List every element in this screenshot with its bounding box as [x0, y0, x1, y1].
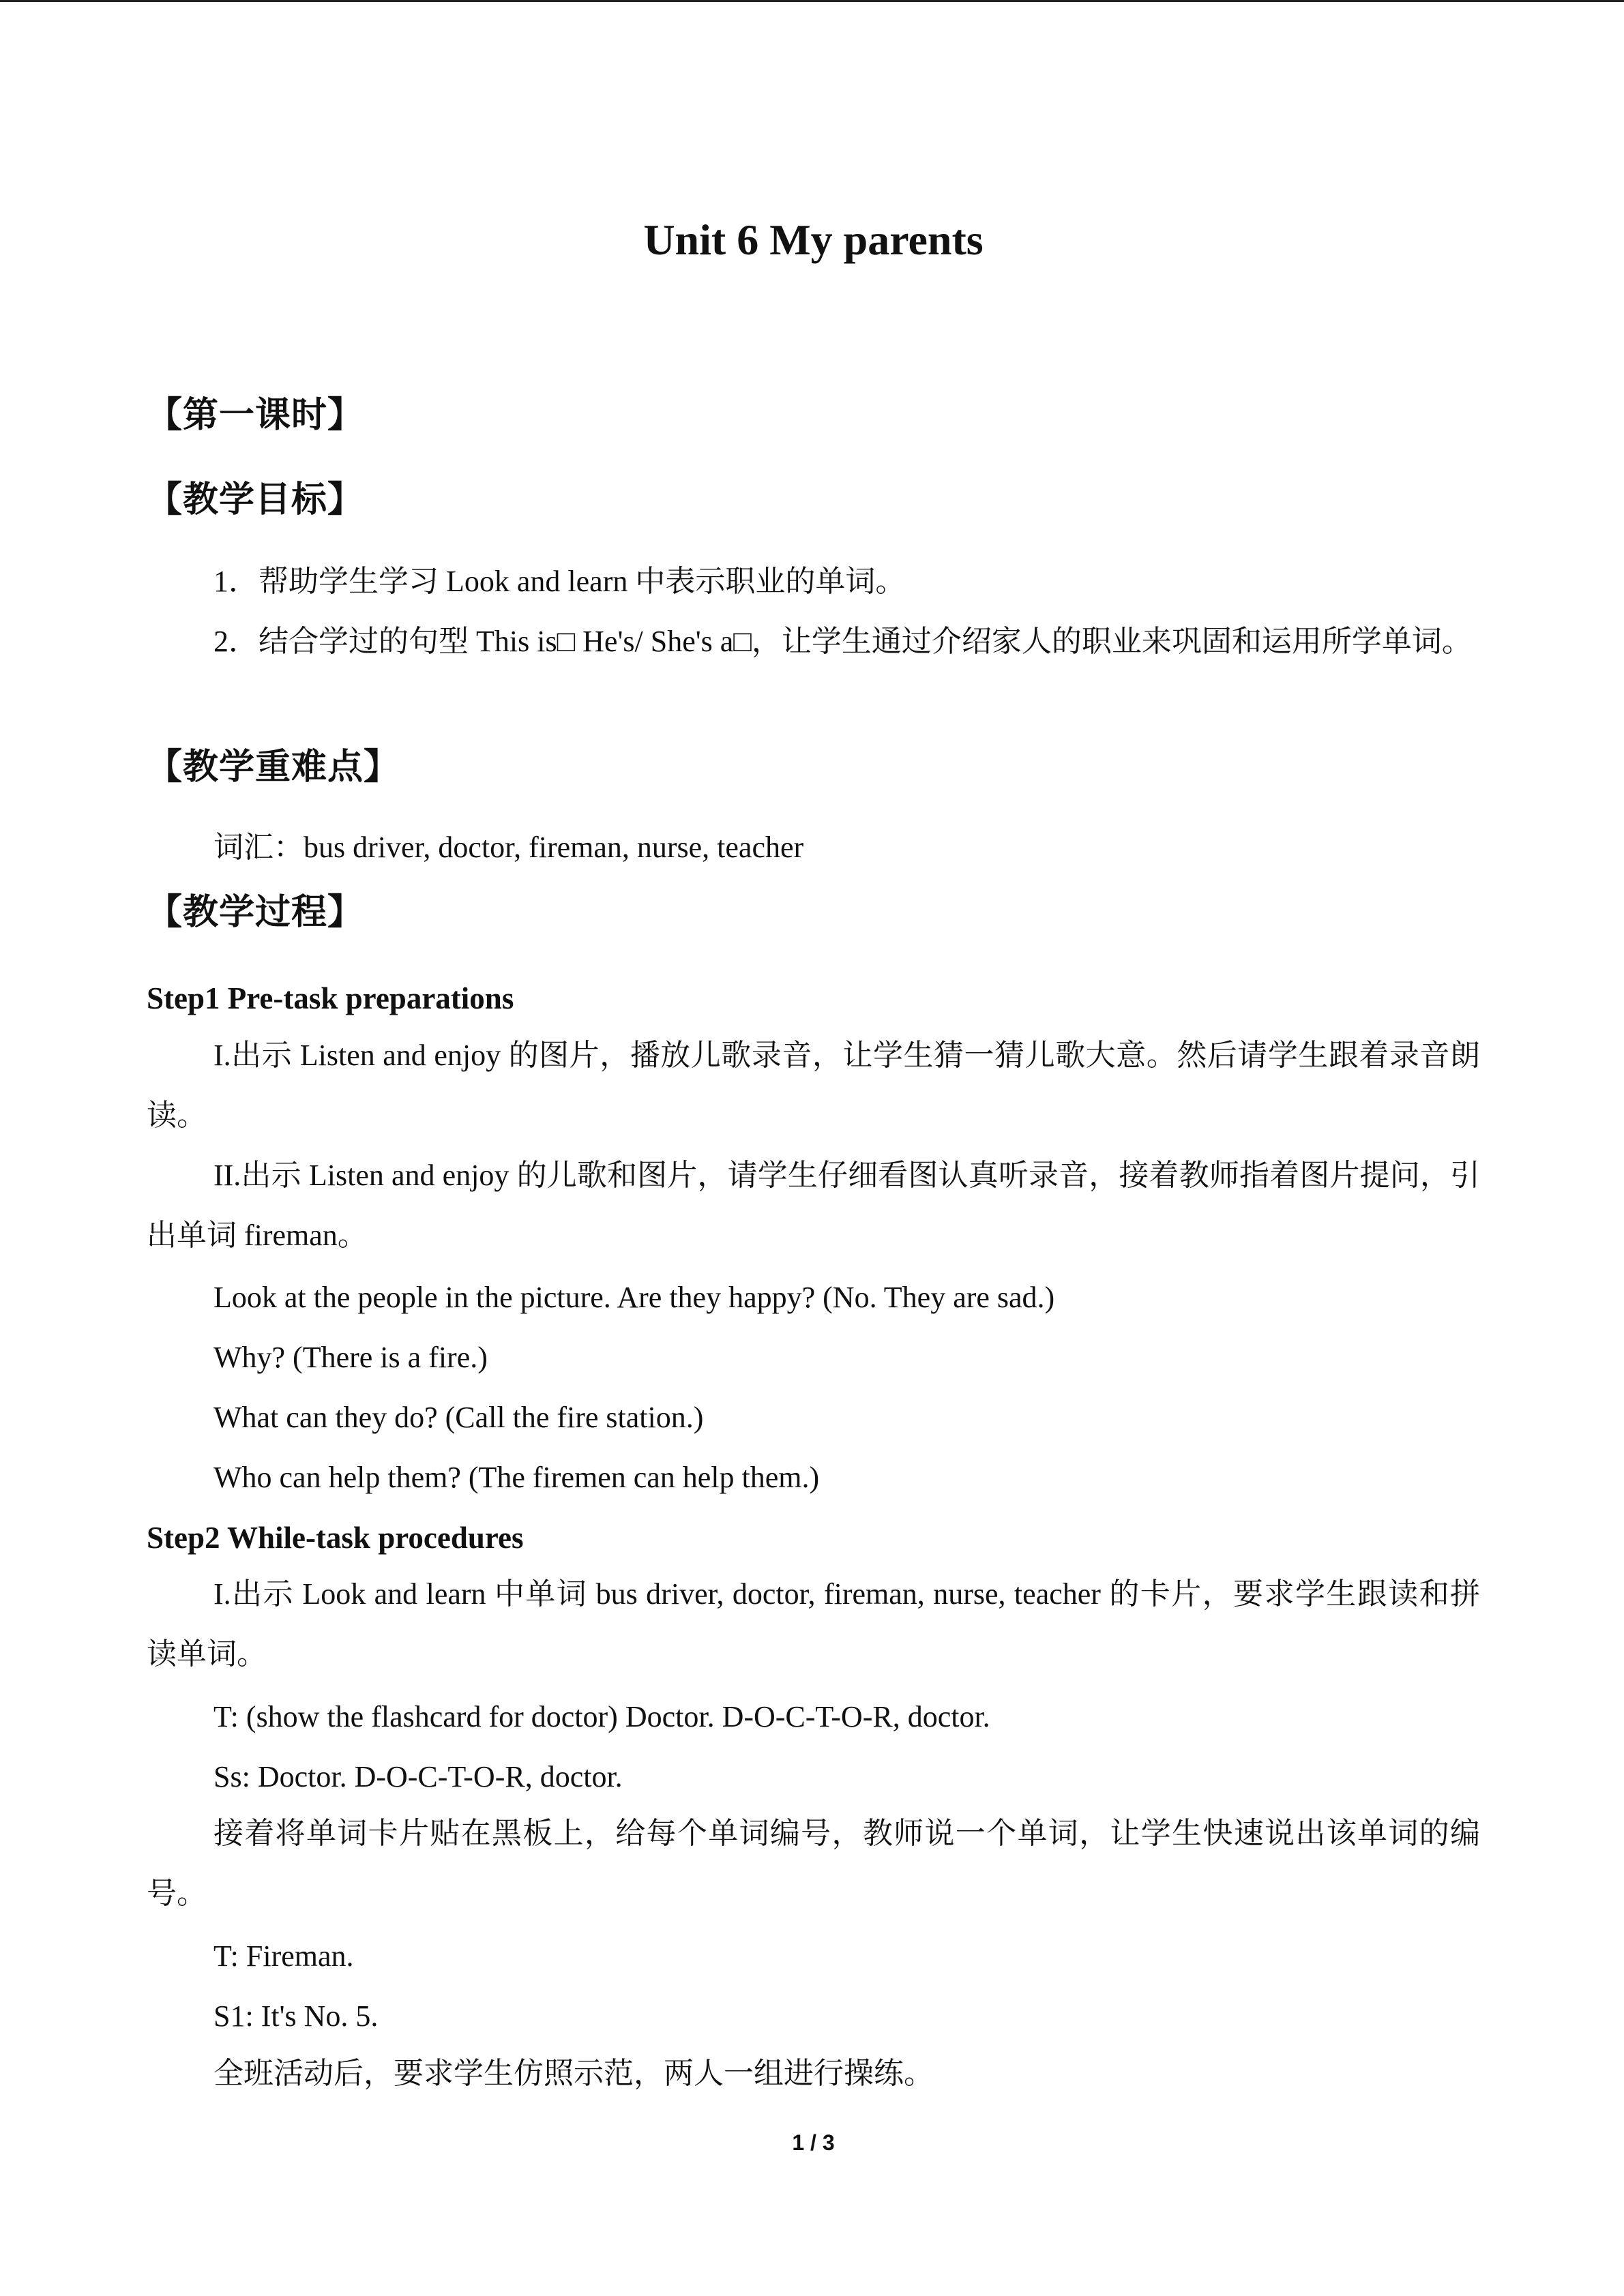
step2-heading: Step2 While-task procedures	[147, 1521, 524, 1555]
step1-paragraph-2: II.出示 Listen and enjoy 的儿歌和图片，请学生仔细看图认真听录音，接着教师指着图片提问，引出单词 fireman。	[147, 1159, 1480, 1252]
section-heading-key-points: 【教学重难点】	[147, 747, 400, 788]
document-title: Unit 6 My parents	[643, 215, 984, 264]
step2-paragraph-1: I.出示 Look and learn 中单词 bus driver, doctor, fireman, nurse, teacher 的卡片，要求学生跟读和拼读单词。	[147, 1577, 1480, 1671]
step1-question-2: Why? (There is a fire.)	[213, 1341, 488, 1374]
step2-paragraph-2: 接着将单词卡片贴在黑板上，给每个单词编号，教师说一个单词，让学生快速说出该单词的编号。	[147, 1817, 1480, 1910]
step2-student-line-2: S1: It's No. 5.	[213, 1999, 379, 2033]
key-points-text: 词汇：bus driver, doctor, fireman, nurse, teacher	[213, 831, 804, 864]
page-number: 1 / 3	[792, 2130, 835, 2155]
step2-teacher-line-2: T: Fireman.	[213, 1939, 354, 1973]
section-heading-goals: 【教学目标】	[147, 479, 364, 520]
step1-heading: Step1 Pre-task preparations	[147, 981, 514, 1015]
document-page	[147, 0, 1480, 2296]
goal-item-2: 2．结合学过的句型 This is□ He's/ She's a□，让学生通过介绍家人的职业来巩固和运用所学单词。	[213, 625, 1472, 658]
goal-item-1: 1．帮助学生学习 Look and learn 中表示职业的单词。	[213, 565, 906, 598]
section-heading-lesson: 【第一课时】	[147, 395, 364, 436]
step1-question-3: What can they do? (Call the fire station.)	[213, 1401, 704, 1434]
section-heading-process: 【教学过程】	[147, 892, 364, 933]
step2-paragraph-3: 全班活动后，要求学生仿照示范，两人一组进行操练。	[213, 2057, 934, 2090]
step1-paragraph-1: I.出示 Listen and enjoy 的图片，播放儿歌录音，让学生猜一猜儿歌大意。然后请学生跟着录音朗读。	[147, 1039, 1480, 1132]
step1-question-4: Who can help them? (The firemen can help them.)	[213, 1461, 820, 1494]
step2-teacher-line-1: T: (show the flashcard for doctor) Doctor. D-O-C-T-O-R, doctor.	[213, 1700, 990, 1733]
step2-students-line-1: Ss: Doctor. D-O-C-T-O-R, doctor.	[213, 1760, 623, 1793]
step1-question-1: Look at the people in the picture. Are they happy? (No. They are sad.)	[213, 1281, 1055, 1314]
